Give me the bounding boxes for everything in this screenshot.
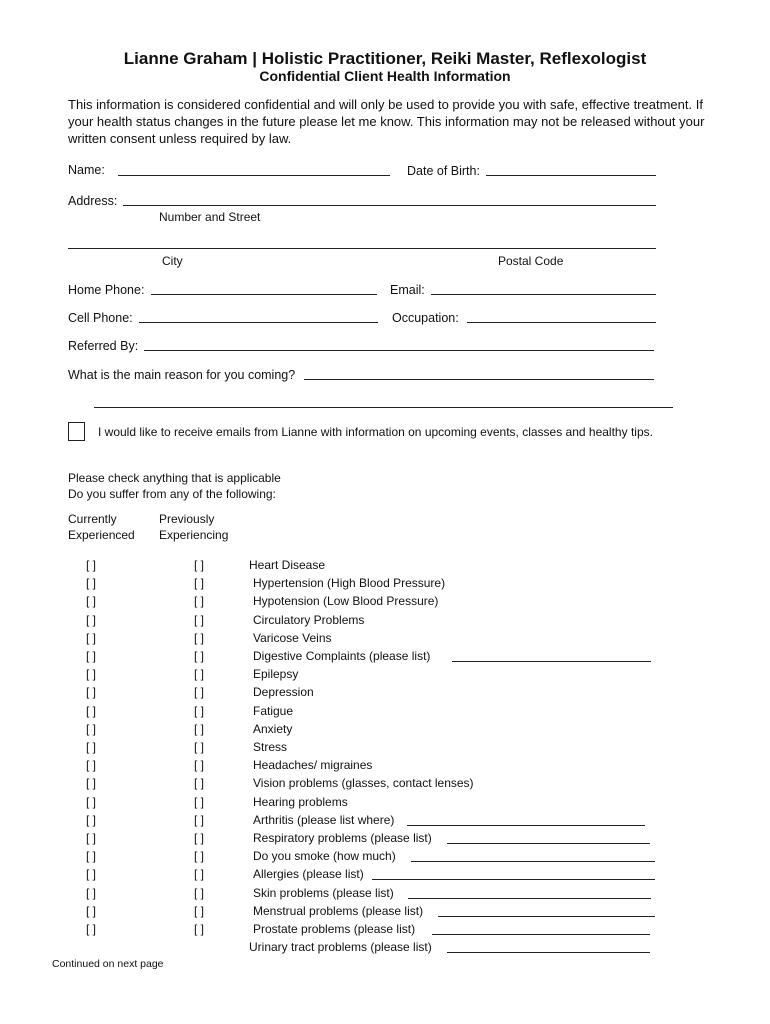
- condition-label: Do you smoke (how much): [253, 849, 396, 864]
- dob-label: Date of Birth:: [407, 164, 480, 178]
- condition-label: Headaches/ migraines: [253, 758, 373, 773]
- table-row: [0, 867, 770, 885]
- column-currently-line2: Experienced: [68, 528, 135, 542]
- previously-checkbox[interactable]: [ ]: [194, 721, 205, 736]
- condition-label: Menstrual problems (please list): [253, 903, 424, 918]
- table-row: [0, 704, 770, 722]
- table-row: [0, 613, 770, 631]
- currently-checkbox[interactable]: [ ]: [86, 812, 97, 827]
- previously-checkbox[interactable]: [ ]: [194, 776, 205, 791]
- column-previously-line2: Experiencing: [159, 528, 229, 542]
- currently-checkbox[interactable]: [ ]: [86, 721, 97, 736]
- referred-by-label: Referred By:: [68, 339, 139, 353]
- email-field[interactable]: [431, 294, 656, 295]
- condition-details-field[interactable]: [432, 934, 650, 935]
- main-reason-field-line-2[interactable]: [94, 407, 673, 408]
- table-row: [0, 740, 770, 758]
- currently-checkbox[interactable]: [ ]: [86, 831, 97, 845]
- previously-checkbox[interactable]: [ ]: [194, 831, 205, 845]
- table-row: [0, 922, 770, 940]
- condition-details-field[interactable]: [438, 916, 655, 917]
- table-row: [0, 649, 770, 667]
- number-street-caption: Number and Street: [159, 210, 261, 224]
- address-label: Address:: [68, 194, 118, 208]
- previously-checkbox[interactable]: [ ]: [194, 649, 205, 663]
- currently-checkbox[interactable]: [ ]: [86, 703, 97, 718]
- condition-label: Heart Disease: [249, 558, 326, 572]
- previously-checkbox[interactable]: [ ]: [194, 849, 205, 864]
- email-optin-label: I would like to receive emails from Lianne with information on upcoming events, classes and healthy tips.: [98, 425, 653, 439]
- main-reason-field[interactable]: [304, 379, 654, 380]
- previously-checkbox[interactable]: [ ]: [194, 685, 205, 700]
- condition-details-field[interactable]: [447, 843, 650, 844]
- main-reason-label: What is the main reason for you coming?: [68, 368, 296, 382]
- table-row: [0, 631, 770, 649]
- currently-checkbox[interactable]: [ ]: [86, 594, 97, 609]
- column-currently-line1: Currently: [68, 512, 117, 526]
- table-row: [0, 594, 770, 612]
- currently-checkbox[interactable]: [ ]: [86, 667, 97, 682]
- previously-checkbox[interactable]: [ ]: [194, 703, 205, 718]
- condition-label: Urinary tract problems (please list): [249, 940, 432, 955]
- table-row: [0, 667, 770, 685]
- condition-label: Hypotension (Low Blood Pressure): [253, 594, 439, 609]
- address-street-field[interactable]: [123, 205, 656, 206]
- condition-label: Hearing problems: [253, 794, 348, 809]
- currently-checkbox[interactable]: [ ]: [86, 758, 97, 773]
- name-field[interactable]: [118, 175, 390, 176]
- previously-checkbox[interactable]: [ ]: [194, 903, 205, 918]
- condition-label: Depression: [253, 685, 314, 700]
- previously-checkbox[interactable]: [ ]: [194, 922, 205, 936]
- occupation-label: Occupation:: [392, 311, 459, 325]
- previously-checkbox[interactable]: [ ]: [194, 558, 205, 572]
- cell-phone-field[interactable]: [139, 322, 378, 323]
- condition-details-field[interactable]: [447, 952, 650, 953]
- condition-label: Prostate problems (please list): [253, 922, 416, 936]
- table-row: [0, 722, 770, 740]
- previously-checkbox[interactable]: [ ]: [194, 576, 205, 591]
- previously-checkbox[interactable]: [ ]: [194, 885, 205, 900]
- condition-label: Circulatory Problems: [253, 612, 365, 627]
- address-city-field[interactable]: [68, 248, 656, 249]
- condition-details-field[interactable]: [408, 898, 651, 899]
- previously-checkbox[interactable]: [ ]: [194, 758, 205, 773]
- form-subtitle: Confidential Client Health Information: [259, 68, 511, 84]
- table-row: [0, 813, 770, 831]
- currently-checkbox[interactable]: [ ]: [86, 685, 97, 700]
- previously-checkbox[interactable]: [ ]: [194, 794, 205, 809]
- condition-details-field[interactable]: [411, 861, 655, 862]
- condition-label: Respiratory problems (please list): [253, 831, 432, 845]
- table-row: [0, 831, 770, 849]
- currently-checkbox[interactable]: [ ]: [86, 558, 97, 572]
- previously-checkbox[interactable]: [ ]: [194, 867, 205, 882]
- currently-checkbox[interactable]: [ ]: [86, 903, 97, 918]
- currently-checkbox[interactable]: [ ]: [86, 794, 97, 809]
- condition-label: Digestive Complaints (please list): [253, 649, 431, 663]
- currently-checkbox[interactable]: [ ]: [86, 849, 97, 864]
- condition-label: Anxiety: [253, 721, 293, 736]
- condition-details-field[interactable]: [372, 879, 655, 880]
- currently-checkbox[interactable]: [ ]: [86, 630, 97, 645]
- currently-checkbox[interactable]: [ ]: [86, 576, 97, 591]
- dob-field[interactable]: [486, 175, 656, 176]
- occupation-field[interactable]: [467, 322, 656, 323]
- home-phone-label: Home Phone:: [68, 283, 145, 297]
- table-row: [0, 904, 770, 922]
- table-row: [0, 758, 770, 776]
- previously-checkbox[interactable]: [ ]: [194, 630, 205, 645]
- condition-label: Hypertension (High Blood Pressure): [253, 576, 446, 591]
- condition-details-field[interactable]: [407, 825, 645, 826]
- checklist-instruction: Please check anything that is applicable: [68, 471, 281, 485]
- table-row: [0, 849, 770, 867]
- table-row: [0, 776, 770, 794]
- currently-checkbox[interactable]: [ ]: [86, 649, 97, 663]
- table-row: [0, 886, 770, 904]
- postal-code-caption: Postal Code: [498, 254, 564, 268]
- form-title: Lianne Graham | Holistic Practitioner, Reiki Master, Reflexologist: [123, 49, 647, 68]
- previously-checkbox[interactable]: [ ]: [194, 740, 205, 754]
- city-caption: City: [162, 254, 183, 268]
- currently-checkbox[interactable]: [ ]: [86, 740, 97, 754]
- condition-details-field[interactable]: [452, 661, 651, 662]
- condition-label: Allergies (please list): [253, 867, 364, 882]
- condition-label: Arthritis (please list where): [253, 812, 395, 827]
- continued-note: Continued on next page: [52, 958, 164, 970]
- column-previously-line1: Previously: [159, 512, 215, 526]
- condition-label: Fatigue: [253, 703, 294, 718]
- condition-label: Stress: [253, 740, 288, 754]
- table-row: [0, 795, 770, 813]
- currently-checkbox[interactable]: [ ]: [86, 867, 97, 882]
- table-row: [0, 685, 770, 703]
- previously-checkbox[interactable]: [ ]: [194, 812, 205, 827]
- table-row: [0, 558, 770, 576]
- home-phone-field[interactable]: [151, 294, 377, 295]
- condition-label: Epilepsy: [253, 667, 299, 682]
- currently-checkbox[interactable]: [ ]: [86, 885, 97, 900]
- currently-checkbox[interactable]: [ ]: [86, 776, 97, 791]
- name-label: Name:: [68, 163, 105, 177]
- table-row: [0, 940, 770, 958]
- condition-label: Varicose Veins: [253, 630, 332, 645]
- email-label: Email:: [390, 283, 425, 297]
- condition-label: Skin problems (please list): [253, 885, 394, 900]
- table-row: [0, 576, 770, 594]
- previously-checkbox[interactable]: [ ]: [194, 667, 205, 682]
- currently-checkbox[interactable]: [ ]: [86, 612, 97, 627]
- email-optin-checkbox[interactable]: [68, 422, 85, 441]
- previously-checkbox[interactable]: [ ]: [194, 594, 205, 609]
- confidentiality-notice: This information is considered confidential and will only be used to provide you with safe, effective treatment. If your health status changes in the future please let me know. This information may not be released without your written consent unless required by law.: [68, 97, 705, 146]
- checklist-question: Do you suffer from any of the following:: [68, 487, 276, 501]
- cell-phone-label: Cell Phone:: [68, 311, 133, 325]
- condition-label: Vision problems (glasses, contact lenses): [253, 776, 474, 791]
- previously-checkbox[interactable]: [ ]: [194, 612, 205, 627]
- referred-by-field[interactable]: [144, 350, 654, 351]
- currently-checkbox[interactable]: [ ]: [86, 922, 97, 936]
